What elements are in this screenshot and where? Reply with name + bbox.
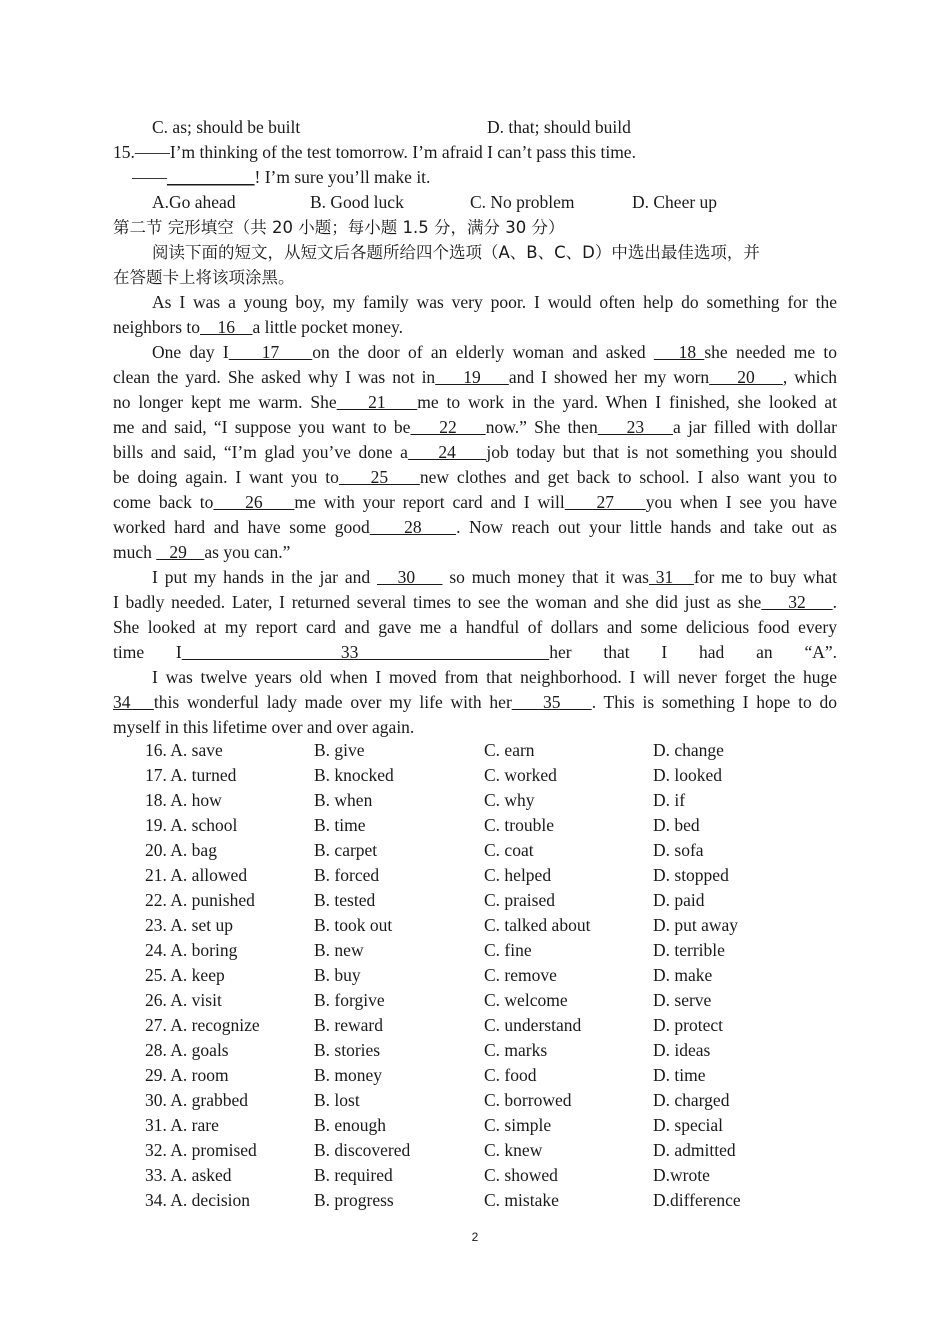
q15-option-b: B. Good luck [310, 192, 404, 212]
answer-blank: 31 [648, 567, 694, 587]
passage-text: me and said, “I suppose you want to be [113, 417, 411, 437]
passage-line [113, 590, 837, 615]
option-20-b: B. carpet [314, 840, 378, 860]
section-instruction-2: 在答题卡上将该项涂黑。 [113, 268, 295, 287]
answer-blank: 18 [653, 342, 705, 362]
option-21-c: C. helped [484, 865, 552, 885]
option-17-b: B. knocked [314, 765, 394, 785]
option-27-a: 27. A. recognize [145, 1015, 260, 1035]
passage-text: . [832, 592, 837, 612]
option-29-a: 29. A. room [145, 1065, 229, 1085]
passage-text: a little pocket money. [252, 317, 404, 337]
answer-blank: 29 [156, 542, 205, 562]
passage-text: you when I see you have [645, 492, 838, 512]
option-27-b: B. reward [314, 1015, 384, 1035]
q15-reply-suffix: ! I’m sure you’ll make it. [254, 167, 431, 187]
passage-text: me with your report card and I will [294, 492, 565, 512]
option-34-c: C. mistake [484, 1190, 559, 1210]
option-32-c: C. knew [484, 1140, 543, 1160]
passage-line [113, 440, 837, 465]
option-24-c: C. fine [484, 940, 532, 960]
answer-blank: 16 [200, 317, 253, 337]
option-17-d: D. looked [653, 765, 723, 785]
option-31-a: 31. A. rare [145, 1115, 219, 1135]
passage-text: her that I had an “A”. [549, 642, 837, 662]
option-31-c: C. simple [484, 1115, 552, 1135]
answer-blank: 26 [213, 492, 295, 512]
answer-blank: 28 [369, 517, 457, 537]
passage-line [113, 690, 837, 715]
option-29-c: C. food [484, 1065, 537, 1085]
option-19-a: 19. A. school [145, 815, 238, 835]
option-30-c: C. borrowed [484, 1090, 572, 1110]
passage-line [113, 715, 837, 740]
answer-blank: 25 [338, 467, 420, 487]
passage-line [152, 665, 837, 690]
q15-option-d: D. Cheer up [632, 192, 718, 212]
passage-line [152, 290, 837, 315]
answer-blank: 22 [410, 417, 486, 437]
option-34-b: B. progress [314, 1190, 394, 1210]
option-16-b: B. give [314, 740, 365, 760]
option-22-a: 22. A. punished [145, 890, 255, 910]
passage-line [113, 640, 837, 665]
option-31-d: D. special [653, 1115, 723, 1135]
passage-line [113, 365, 837, 390]
passage-text: so much money that it was [442, 567, 649, 587]
option-16-a: 16. A. save [145, 740, 223, 760]
option-17-a: 17. A. turned [145, 765, 237, 785]
passage-text: One day I [152, 342, 229, 362]
option-25-a: 25. A. keep [145, 965, 225, 985]
q15-blank: __________ [167, 167, 255, 187]
passage-text: be doing again. I want you to [113, 467, 339, 487]
option-31-b: B. enough [314, 1115, 386, 1135]
answer-blank: 24 [407, 442, 487, 462]
option-24-b: B. new [314, 940, 364, 960]
answer-blank: 21 [336, 392, 418, 412]
option-29-d: D. time [653, 1065, 706, 1085]
passage-text: neighbors to [113, 317, 201, 337]
option-27-d: D. protect [653, 1015, 723, 1035]
passage-text: as you can.” [204, 542, 291, 562]
passage-line [113, 490, 837, 515]
option-24-a: 24. A. boring [145, 940, 238, 960]
option-25-b: B. buy [314, 965, 361, 985]
passage-text: this wonderful lady made over my life with her [153, 692, 512, 712]
option-29-b: B. money [314, 1065, 383, 1085]
passage-text: I put my hands in the jar and [152, 567, 377, 587]
option-21-a: 21. A. allowed [145, 865, 248, 885]
option-17-c: C. worked [484, 765, 557, 785]
passage-text: worked hard and have some good [113, 517, 370, 537]
option-23-d: D. put away [653, 915, 739, 935]
answer-blank: 30 [376, 567, 443, 587]
option-19-c: C. trouble [484, 815, 554, 835]
option-16-c: C. earn [484, 740, 535, 760]
q15-stem: 15.——I’m thinking of the test tomorrow. I’m afraid I can’t pass this time. [113, 142, 636, 162]
option-28-b: B. stories [314, 1040, 381, 1060]
option-19-b: B. time [314, 815, 366, 835]
option-26-b: B. forgive [314, 990, 385, 1010]
option-21-b: B. forced [314, 865, 380, 885]
option-19-d: D. bed [653, 815, 700, 835]
option-26-a: 26. A. visit [145, 990, 222, 1010]
passage-line [113, 390, 837, 415]
passage-text: . Now reach out your little hands and take out as [456, 517, 837, 537]
answer-blank: 23 [597, 417, 674, 437]
passage-line [113, 465, 837, 490]
q15-reply [132, 165, 856, 190]
passage-text: new clothes and get back to school. I also want you to [419, 467, 838, 487]
passage-text: a jar filled with dollar [673, 417, 838, 437]
option-32-a: 32. A. promised [145, 1140, 257, 1160]
passage-line [152, 340, 837, 365]
passage-text: She looked at my report card and gave me a handful of dollars and some delicious food every [113, 617, 837, 637]
passage-text: and I showed her my worn [508, 367, 710, 387]
passage-text: on the door of an elderly woman and asked [312, 342, 654, 362]
passage-text: time I [113, 642, 182, 662]
option-32-b: B. discovered [314, 1140, 411, 1160]
answer-blank: 17 [228, 342, 313, 362]
option-33-c: C. showed [484, 1165, 558, 1185]
passage-text: myself in this lifetime over and over again. [113, 717, 415, 737]
option-32-d: D. admitted [653, 1140, 736, 1160]
option-26-d: D. serve [653, 990, 712, 1010]
answer-blank: 20 [709, 367, 783, 387]
option-30-d: D. charged [653, 1090, 730, 1110]
q15-option-c: C. No problem [470, 192, 575, 212]
passage-line [113, 615, 837, 640]
option-27-c: C. understand [484, 1015, 582, 1035]
passage-text: bills and said, “I’m glad you’ve done a [113, 442, 408, 462]
answer-blank: 32 [761, 592, 833, 612]
option-23-c: C. talked about [484, 915, 591, 935]
option-22-b: B. tested [314, 890, 376, 910]
option-18-c: C. why [484, 790, 535, 810]
option-18-a: 18. A. how [145, 790, 222, 810]
answer-blank: 34 [113, 692, 154, 712]
option-23-a: 23. A. set up [145, 915, 233, 935]
q14-option-d: D. that; should build [487, 117, 631, 137]
passage-text: come back to [113, 492, 214, 512]
passage-line [113, 540, 837, 565]
option-21-d: D. stopped [653, 865, 729, 885]
option-18-d: D. if [653, 790, 686, 810]
answer-blank: 27 [564, 492, 646, 512]
section-instruction-1: 阅读下面的短文，从短文后各题所给四个选项（A、B、C、D）中选出最佳选项，并 [152, 243, 760, 262]
passage-text: I was twelve years old when I moved from that neighborhood. I will never forget the huge [152, 667, 837, 687]
passage-text: me to work in the yard. When I finished, she looked at [417, 392, 838, 412]
option-28-a: 28. A. goals [145, 1040, 229, 1060]
option-25-c: C. remove [484, 965, 557, 985]
answer-blank: 33 [181, 642, 550, 662]
option-28-d: D. ideas [653, 1040, 711, 1060]
passage-line [152, 565, 837, 590]
passage-text: As I was a young boy, my family was very poor. I would often help do something for the [152, 292, 837, 312]
passage-text: , which [782, 367, 838, 387]
section-title: 第二节 完形填空（共 20 小题；每小题 1.5 分，满分 30 分） [113, 218, 565, 237]
option-18-b: B. when [314, 790, 373, 810]
answer-blank: 19 [435, 367, 509, 387]
passage-text: now.” She then [485, 417, 598, 437]
option-26-c: C. welcome [484, 990, 568, 1010]
option-22-c: C. praised [484, 890, 555, 910]
option-34-a: 34. A. decision [145, 1190, 250, 1210]
option-30-b: B. lost [314, 1090, 360, 1110]
option-25-d: D. make [653, 965, 713, 985]
option-22-d: D. paid [653, 890, 705, 910]
option-20-a: 20. A. bag [145, 840, 217, 860]
option-24-d: D. terrible [653, 940, 725, 960]
option-33-b: B. required [314, 1165, 393, 1185]
passage-line [113, 415, 837, 440]
option-30-a: 30. A. grabbed [145, 1090, 249, 1110]
option-23-b: B. took out [314, 915, 393, 935]
option-16-d: D. change [653, 740, 724, 760]
page-number: 2 [471, 1230, 479, 1244]
passage-text: job today but that is not something you should [486, 442, 838, 462]
passage-text: much [113, 542, 157, 562]
option-34-d: D.difference [653, 1190, 741, 1210]
passage-text: she needed me to [704, 342, 837, 362]
option-28-c: C. marks [484, 1040, 548, 1060]
passage-text: for me to buy what [693, 567, 837, 587]
option-33-d: D.wrote [653, 1165, 710, 1185]
q15-option-a: A.Go ahead [152, 192, 236, 212]
passage-text: clean the yard. She asked why I was not in [113, 367, 436, 387]
option-33-a: 33. A. asked [145, 1165, 232, 1185]
answer-blank: 35 [511, 692, 592, 712]
option-20-d: D. sofa [653, 840, 704, 860]
q14-option-c: C. as; should be built [152, 117, 301, 137]
passage-line [113, 515, 837, 540]
passage-text: no longer kept me warm. She [113, 392, 337, 412]
passage-line [113, 315, 837, 340]
option-20-c: C. coat [484, 840, 534, 860]
passage-text: I badly needed. Later, I returned several times to see the woman and she did just as she [113, 592, 762, 612]
q15-reply-prefix: —— [132, 167, 167, 187]
passage-text: . This is something I hope to do [591, 692, 838, 712]
